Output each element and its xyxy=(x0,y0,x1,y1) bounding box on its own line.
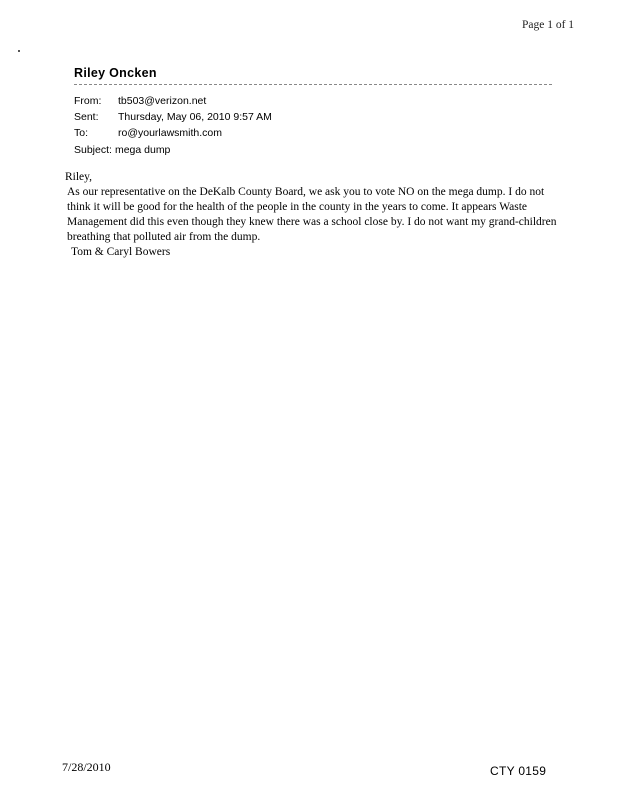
from-value: tb503@verizon.net xyxy=(118,95,207,107)
email-body xyxy=(65,170,557,260)
body-paragraph: As our representative on the DeKalb County Board, we ask you to vote NO on the mega dump. I do not think it will be good for the health of the people in the county in the years to come. It appears Waste Management did this even though they knew there was a school close by. I do not want my grand-children breathing that polluted air from the dump. xyxy=(67,186,557,243)
to-value: ro@yourlawsmith.com xyxy=(118,127,223,139)
from-label: From: xyxy=(74,95,102,107)
header-to-row xyxy=(74,127,222,139)
footer-document-code: CTY 0159 xyxy=(490,764,547,778)
sent-value: Thursday, May 06, 2010 9:57 AM xyxy=(118,111,272,123)
header-subject-row xyxy=(74,144,170,156)
sent-label: Sent: xyxy=(74,111,99,123)
subject-value: mega dump xyxy=(114,144,171,156)
subject-label: Subject: xyxy=(74,144,112,156)
to-label: To: xyxy=(74,127,89,139)
email-sender-name: Riley Oncken xyxy=(74,66,157,80)
header-sent-row xyxy=(74,111,272,123)
header-from-row xyxy=(74,95,206,107)
page-number-label: Page 1 of 1 xyxy=(522,19,575,31)
header-divider xyxy=(74,84,552,85)
footer-date: 7/28/2010 xyxy=(62,760,111,774)
body-signature: Tom & Caryl Bowers xyxy=(71,246,171,258)
body-greeting: Riley, xyxy=(65,171,93,183)
scan-speck xyxy=(18,50,20,52)
